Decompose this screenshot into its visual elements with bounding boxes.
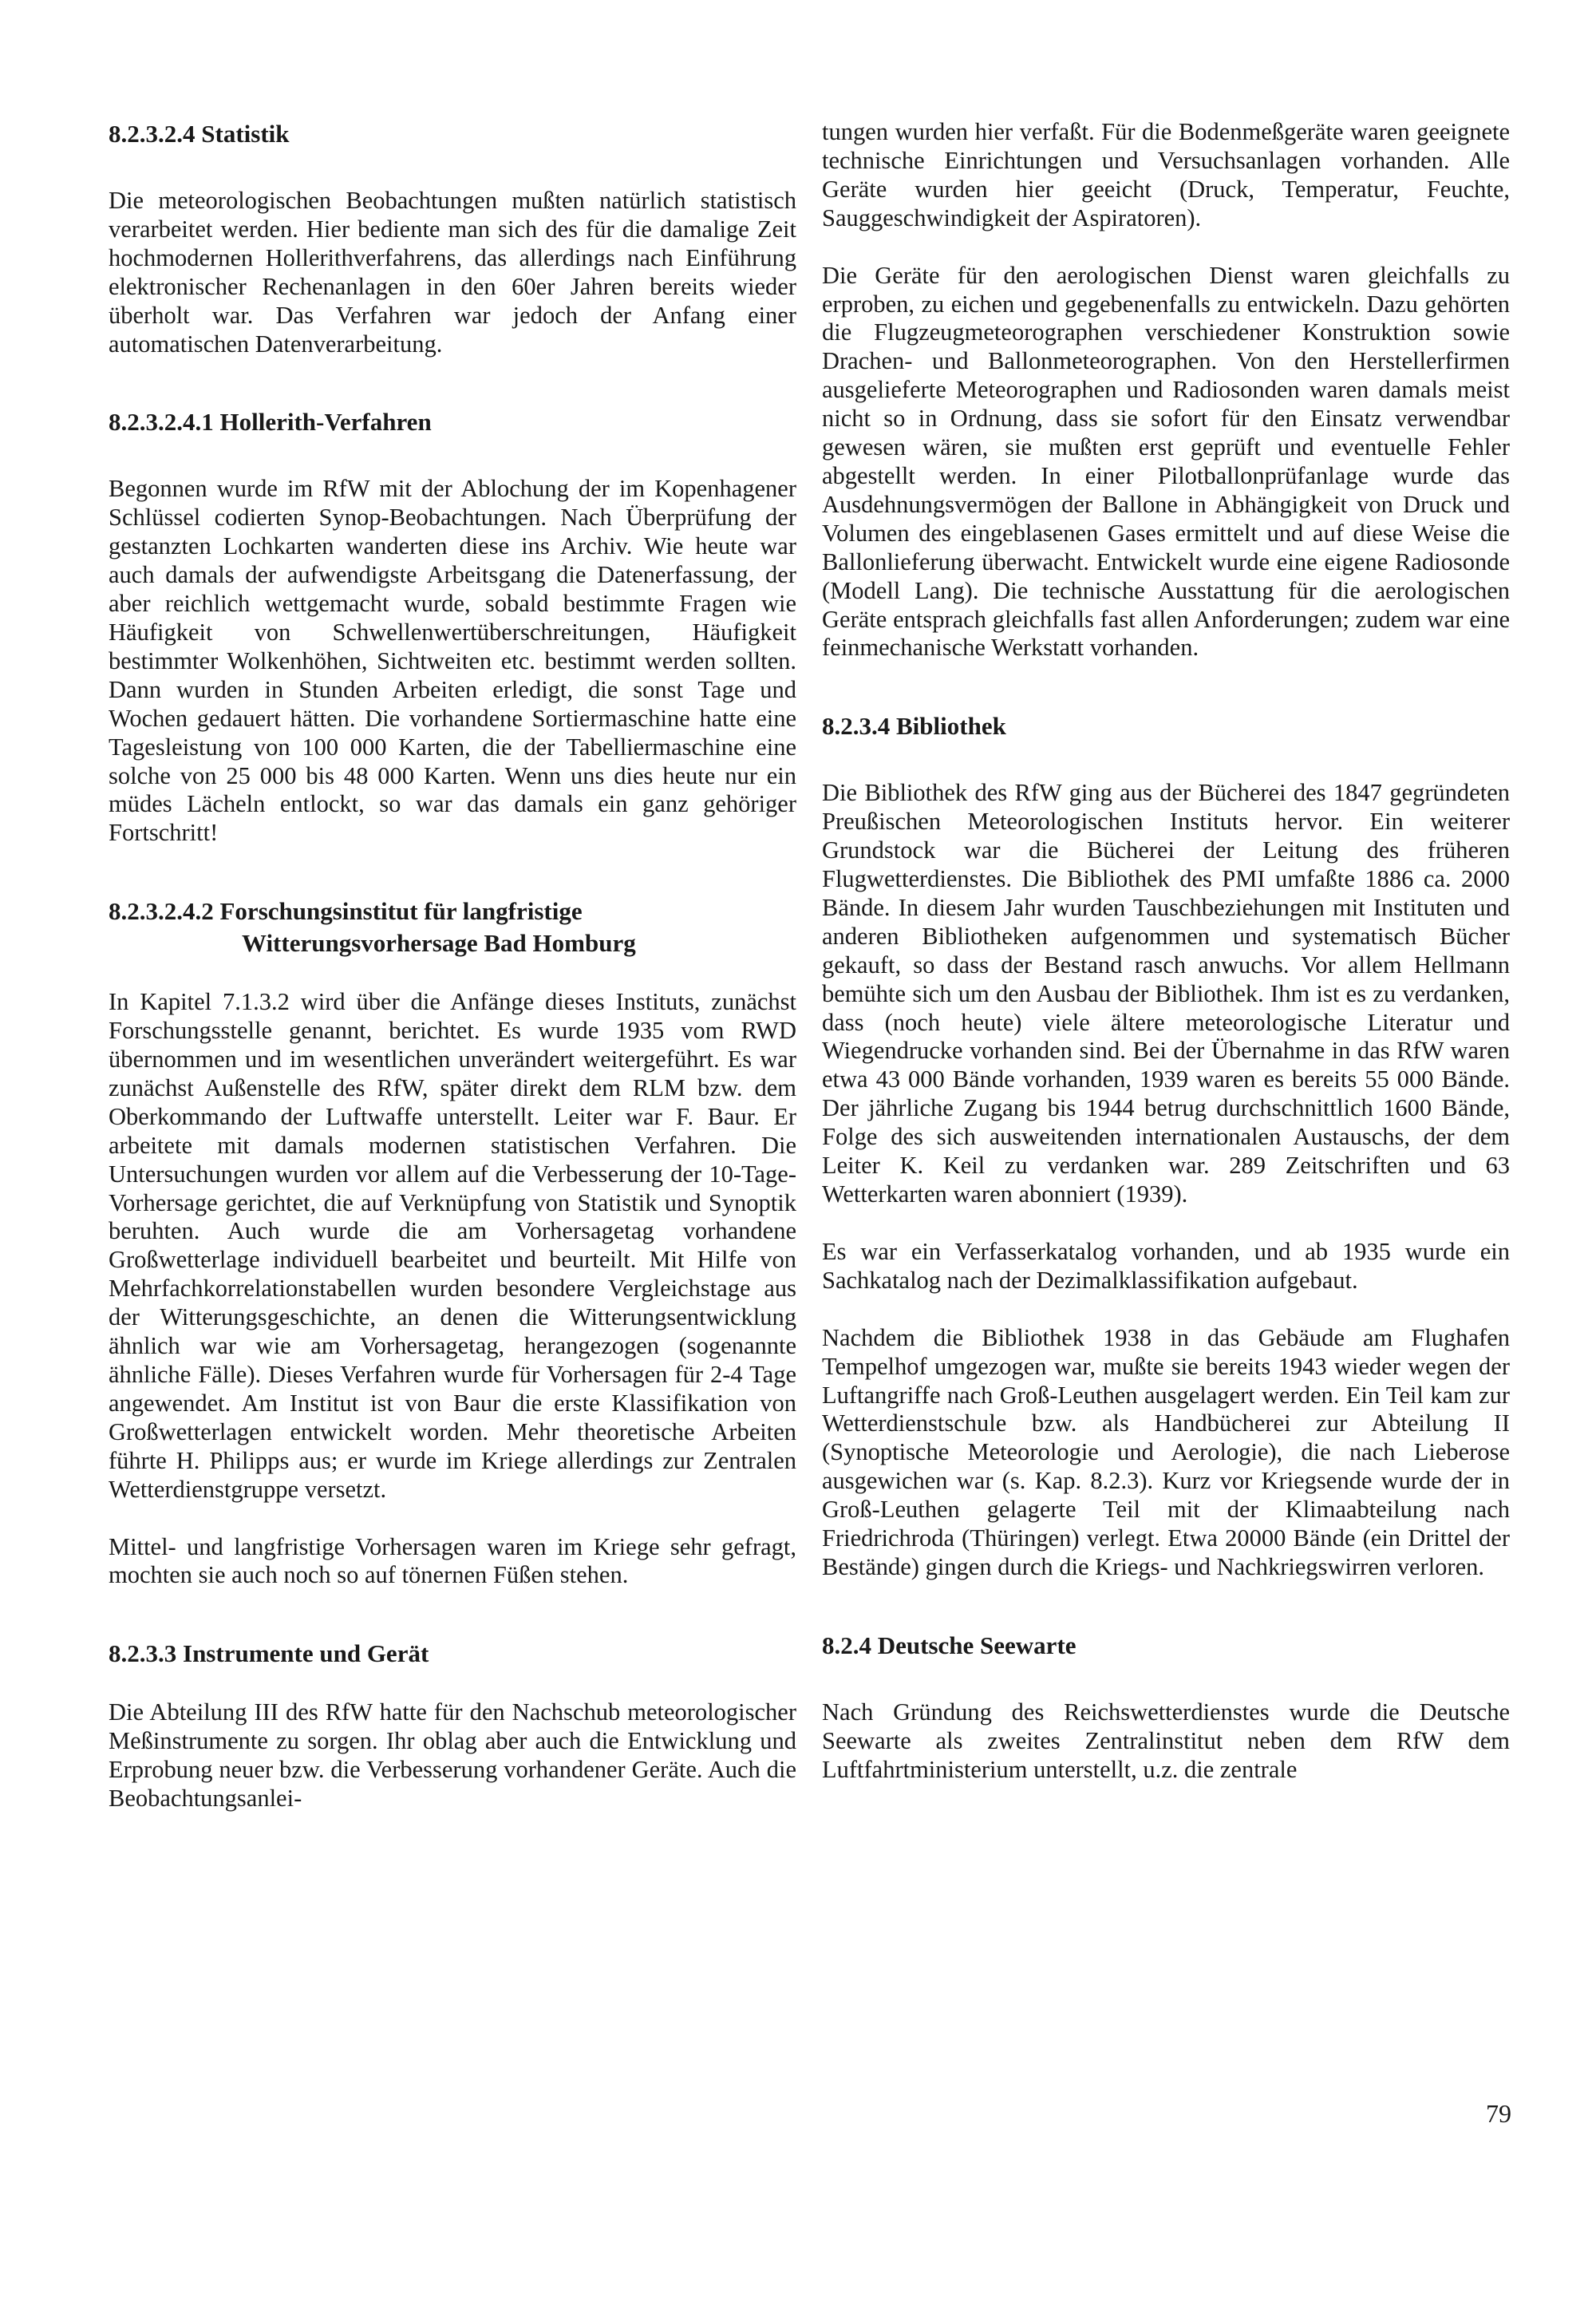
- page-number: 79: [1486, 2099, 1511, 2128]
- paragraph: tungen wurden hier verfaßt. Für die Bodenmeßgeräte waren geeignete technische Einrichtungen und Versuchsanlagen vorhanden. Alle Geräte wurden hier geeicht (Druck, Temperatur, Feuchte, Sauggeschwindigkeit der Aspiratoren).: [822, 118, 1510, 231]
- left-column: [109, 118, 796, 1813]
- paragraph: Mittel- und langfristige Vorhersagen waren im Kriege sehr gefragt, mochten sie auch noch so auf tönernen Füßen stehen.: [109, 1532, 796, 1589]
- paragraph: Die Bibliothek des RfW ging aus der Bücherei des 1847 gegründeten Preußischen Meteorologischen Instituts hervor. Ein weiterer Grundstock war die Bücherei der Leitung des früheren Flugwetterdienstes. Die Bibliothek des PMI umfaßte 1886 ca. 2000 Bände. In diesem Jahr wurden Tauschbeziehungen mit Instituten und anderen Bibliotheken aufgenommen und systematisch Bücher gekauft, so dass der Bestand rasch anwuchs. Vor allem Hellmann bemühte sich um den Ausbau der Bibliothek. Ihm ist es zu verdanken, dass (noch heute) viele ältere meteorologische Literatur und Wiegendrucke vorhanden sind. Bei der Übernahme in das RfW waren etwa 43 000 Bände vorhanden, 1939 waren es bereits 55 000 Bände. Der jährliche Zugang bis 1944 betrug durchschnittlich 1600 Bände, Folge des sich ausweitenden internationalen Austauschs, der dem Leiter K. Keil zu verdanken war. 289 Zeitschriften und 63 Wetterkarten waren abonniert (1939).: [822, 779, 1510, 1208]
- section-heading-hollerith: 8.2.3.2.4.1 Hollerith-Verfahren: [109, 408, 432, 437]
- section-heading-instrumente: 8.2.3.3 Instrumente und Gerät: [109, 1639, 429, 1668]
- heading-line-2: Witterungsvorhersage Bad Homburg: [242, 929, 636, 958]
- section-heading-statistik: 8.2.3.2.4 Statistik: [109, 120, 290, 148]
- paragraph: Die meteorologischen Beobachtungen mußten natürlich statistisch verarbeitet werden. Hier bediente man sich des für die damalige Zeit hochmodernen Hollerithverfahrens, das allerdings nach Einführung elektronischer Rechenanlagen in den 60er Jahren bereits wieder überholt war. Das Verfahren war jedoch der Anfang einer automatischen Datenverarbeitung.: [109, 187, 796, 358]
- paragraph: Es war ein Verfasserkatalog vorhanden, und ab 1935 wurde ein Sachkatalog nach der Dezimalklassifikation aufgebaut.: [822, 1237, 1510, 1294]
- section-heading-seewarte: 8.2.4 Deutsche Seewarte: [822, 1631, 1077, 1659]
- paragraph: Begonnen wurde im RfW mit der Ablochung der im Kopenhagener Schlüssel codierten Synop-Beobachtungen. Nach Überprüfung der gestanzten Lochkarten wanderten diese ins Archiv. Wie heute war auch damals der aufwendigste Arbeitsgang die Datenerfassung, der aber reichlich wettgemacht wurde, sobald bestimmte Fragen wie Häufigkeit von Schwellenwertüberschreitungen, Häufigkeit bestimmter Wolkenhöhen, Sichtweiten etc. bestimmt werden sollten. Dann wurden in Stunden Arbeiten erledigt, die sonst Tage und Wochen gedauert hätten. Die vorhandene Sortiermaschine hatte eine Tagesleistung von 100 000 Karten, die der Tabelliermaschine eine solche von 25 000 bis 48 000 Karten. Wenn uns dies heute nur ein müdes Lächeln entlockt, so war das damals ein ganz gehöriger Fortschritt!: [109, 475, 796, 847]
- paragraph: In Kapitel 7.1.3.2 wird über die Anfänge dieses Instituts, zunächst Forschungsstelle genannt, berichtet. Es wurde 1935 vom RWD übernommen und im wesentlichen unverändert weitergeführt. Es war zunächst Außenstelle des RfW, später direkt dem RLM bzw. dem Oberkommando der Luftwaffe unterstellt. Leiter war F. Baur. Er arbeitete mit damals modernen statistischen Verfahren. Die Untersuchungen wurden vor allem auf die Verbesserung der 10-Tage-Vorhersage gerichtet, die auf Verknüpfung von Statistik und Synoptik beruhten. Auch wurde die am Vorhersagetag vorhandene Großwetterlage individuell bearbeitet und beurteilt. Mit Hilfe von Mehrfachkorrelationstabellen wurden besondere Vergleichstage aus der Witterungsgeschichte, an denen die Witterungsentwicklung ähnlich war wie am Vorhersagetag, herangezogen (sogenannte ähnliche Fälle). Dieses Verfahren wurde für Vorhersagen für 2-4 Tage angewendet. Am Institut ist von Baur die erste Klassifikation von Großwetterlagen entwickelt worden. Mehr theoretische Arbeiten führte H. Philipps aus; er wurde im Kriege allerdings zur Zentralen Wetterdienstgruppe versetzt.: [109, 988, 796, 1503]
- paragraph: Die Geräte für den aerologischen Dienst waren gleichfalls zu erproben, zu eichen und gegebenenfalls zu entwickeln. Dazu gehörten die Flugzeugmeteorographen verschiedener Konstruktion sowie Drachen- und Ballonmeteorographen. Von den Herstellerfirmen ausgelieferte Meteorographen und Radiosonden waren damals meist nicht so in Ordnung, dass sie sofort für den Einsatz verwendbar gewesen wären, sie mußten erst geprüft und eventuelle Fehler abgestellt werden. In einer Pilotballonprüfanlage wurde das Ausdehnungsvermögen der Ballone in Abhängigkeit von Druck und Volumen des eingeblasenen Gases ermittelt und auf diese Weise die Ballonlieferung überwacht. Entwickelt wurde eine eigene Radiosonde (Modell Lang). Die technische Ausstattung für die aerologischen Geräte entsprach gleichfalls fast allen Anforderungen; zudem war eine feinmechanische Werkstatt vorhanden.: [822, 261, 1510, 662]
- heading-line-1: 8.2.3.2.4.2 Forschungsinstitut für langfristige: [109, 897, 583, 926]
- section-heading-forschungsinstitut: [109, 895, 796, 959]
- section-heading-bibliothek: 8.2.3.4 Bibliothek: [822, 712, 1006, 741]
- paragraph: Die Abteilung III des RfW hatte für den Nachschub meteorologischer Meßinstrumente zu sorgen. Ihr oblag aber auch die Entwicklung und Erprobung neuer bzw. die Verbesserung vorhandener Geräte. Auch die Beobachtungsanlei-: [109, 1698, 796, 1813]
- paragraph: Nachdem die Bibliothek 1938 in das Gebäude am Flughafen Tempelhof umgezogen war, mußte sie bereits 1943 wieder wegen der Luftangriffe nach Groß-Leuthen ausgelagert werden. Ein Teil kam zur Wetterdienstschule bzw. als Handbücherei zur Abteilung II (Synoptische Meteorologie und Aerologie), die nach Lieberose ausgewichen war (s. Kap. 8.2.3). Kurz vor Kriegsende wurde der in Groß-Leuthen gelagerte Teil mit der Klimaabteilung nach Friedrichroda (Thüringen) verlegt. Etwa 20000 Bände (ein Drittel der Bestände) gingen durch die Kriegs- und Nachkriegswirren verloren.: [822, 1323, 1510, 1580]
- paragraph: Nach Gründung des Reichswetterdienstes wurde die Deutsche Seewarte als zweites Zentralinstitut neben dem RfW dem Luftfahrtministerium unterstellt, u.z. die zentrale: [822, 1698, 1510, 1783]
- right-column: [822, 118, 1510, 1785]
